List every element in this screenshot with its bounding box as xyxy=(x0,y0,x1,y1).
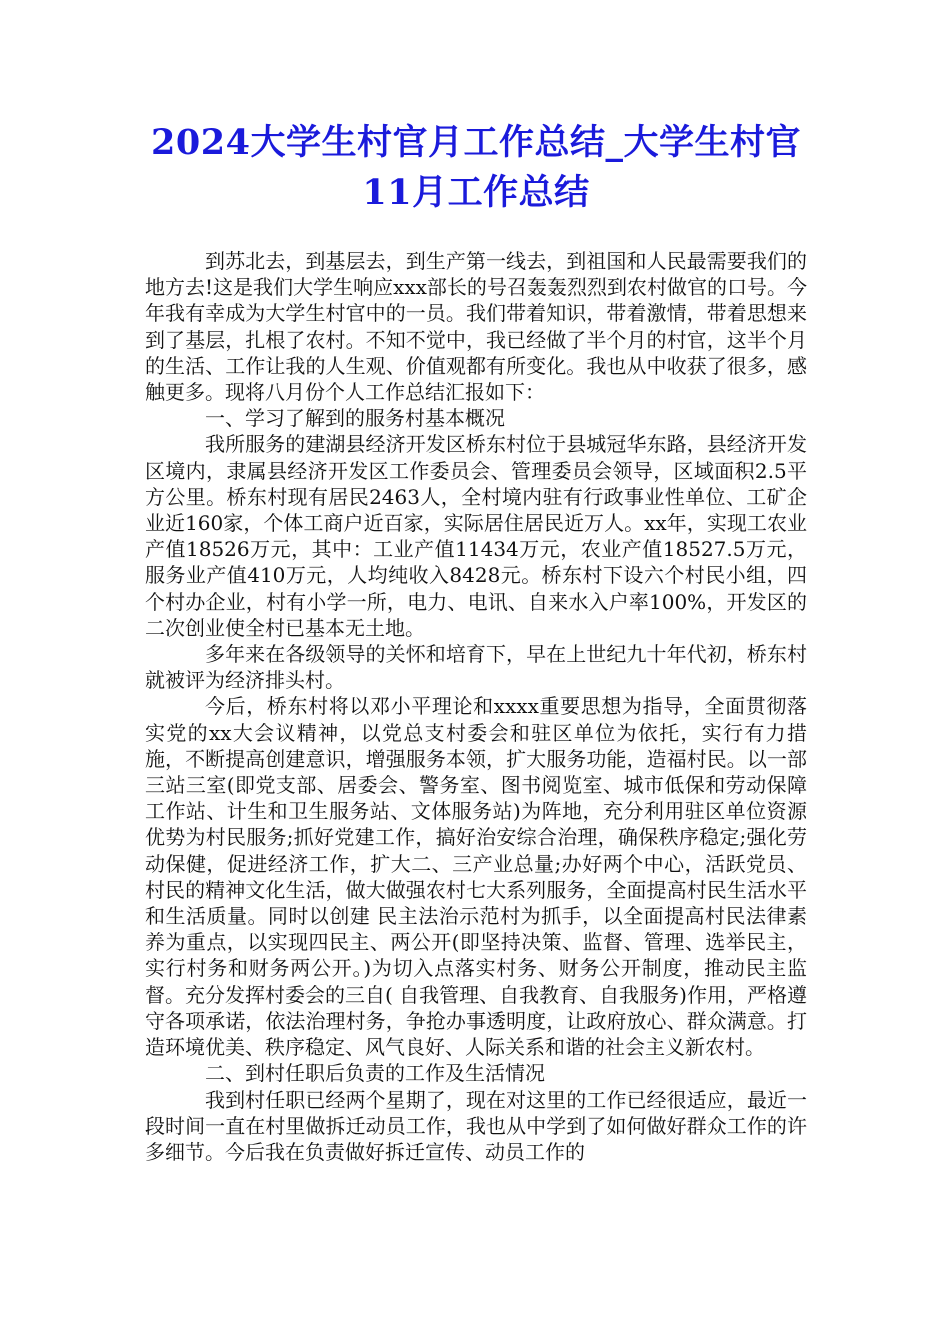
paragraph-intro: 到苏北去，到基层去，到生产第一线去，到祖国和人民最需要我们的地方去!这是我们大学生响应xxx部长的号召轰轰烈烈到农村做官的口号。今年我有幸成为大学生村官中的一员。我们带着知识，带着激情，带着思想来到了基层，扎根了农村。不知不觉中，我已经做了半个月的村官，这半个月的生活、工作让我的人生观、价值观都有所变化。我也从中收获了很多，感触更多。现将八月份个人工作总结汇报如下： xyxy=(145,249,807,405)
document-page xyxy=(145,118,807,1165)
section-heading-1: 一、学习了解到的服务村基本概况 xyxy=(205,406,505,431)
document-title: 2024大学生村官月工作总结_大学生村官11月工作总结 xyxy=(151,122,801,213)
paragraph-work-status: 我到村任职已经两个星期了，现在对这里的工作已经很适应，最近一段时间一直在村里做拆迁动员工作，我也从中学到了如何做好群众工作的许多细节。今后我在负责做好拆迁宣传、动员工作的 xyxy=(145,1087,807,1164)
section-heading-2: 二、到村任职后负责的工作及生活情况 xyxy=(205,1061,545,1086)
document-body xyxy=(145,248,807,1165)
paragraph-village-overview: 我所服务的建湖县经济开发区桥东村位于县城冠华东路，县经济开发区境内，隶属县经济开发区工作委员会、管理委员会领导，区域面积2.5平方公里。桥东村现有居民2463人，全村境内驻有行政事业性单位、工矿企业近160家，个体工商户近百家，实际居住居民近万人。xx年，实现工农业产值18526万元，其中：工业产值11434万元，农业产值18527.5万元，服务业产值410万元，人均纯收入8428元。桥东村下设六个村民小组，四个村办企业，村有小学一所，电力、电讯、自来水入户率100%，开发区的二次创业使全村已基本无土地。 xyxy=(145,432,807,640)
paragraph-honors: 多年来在各级领导的关怀和培育下，早在上世纪九十年代初，桥东村就被评为经济排头村。 xyxy=(145,642,807,693)
paragraph-future-plan: 今后，桥东村将以邓小平理论和xxxx重要思想为指导，全面贯彻落实党的xx大会议精神，以党总支村委会和驻区单位为依托，实行有力措施，不断提高创建意识，增强服务本领，扩大服务功能，造福村民。以一部三站三室(即党支部、居委会、警务室、图书阅览室、城市低保和劳动保障工作站、计生和卫生服务站、文体服务站)为阵地，充分利用驻区单位资源优势为村民服务;抓好党建工作，搞好治安综合治理，确保秩序稳定;强化劳动保健，促进经济工作，扩大二、三产业总量;办好两个中心，活跃党员、村民的精神文化生活，做大做强农村七大系列服务，全面提高村民生活水平和生活质量。同时以创建 民主法治示范村为抓手，以全面提高村民法律素养为重点，以实现四民主、两公开(即坚持决策、监督、管理、选举民主，实行村务和财务两公开。)为切入点落实村务、财务公开制度，推动民主监督。充分发挥村委会的三自( 自我管理、自我教育、自我服务)作用，严格遵守各项承诺，依法治理村务，争抢办事透明度，让政府放心、群众满意。打造环境优美、秩序稳定、风气良好、人际关系和谐的社会主义新农村。 xyxy=(145,694,807,1060)
